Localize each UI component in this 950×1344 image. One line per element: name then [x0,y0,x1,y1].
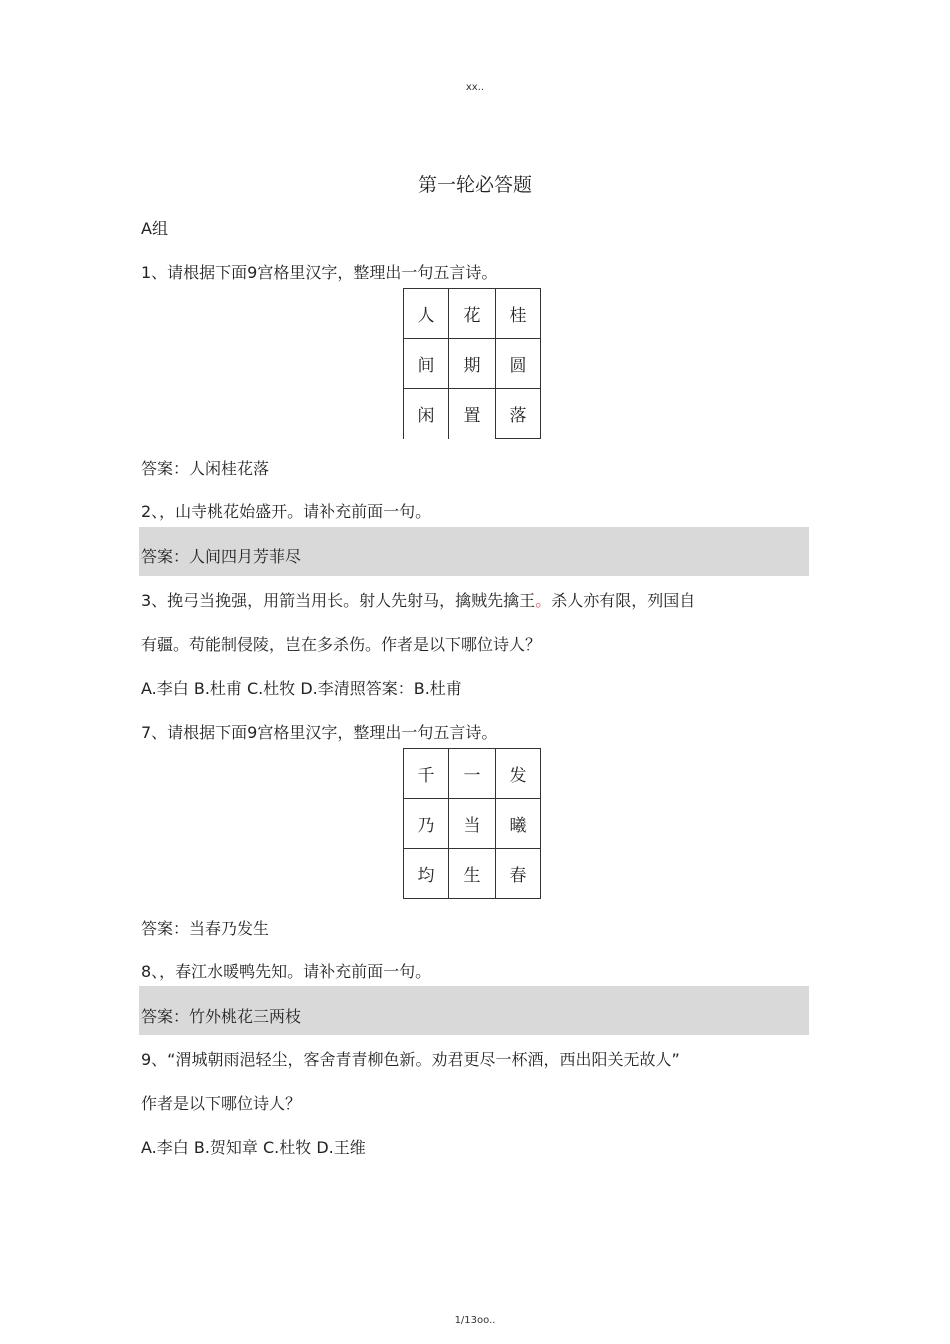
question-7: 7、请根据下面9宫格里汉字，整理出一句五言诗。 [141,723,498,742]
answer-2: 答案：人间四月芳菲尽 [141,547,302,566]
grid2-cell: 当 [449,799,496,849]
grid1-cell: 花 [449,289,496,339]
question-3-options-answer: A.李白 B.杜甫 C.杜牧 D.李清照答案：B.杜甫 [141,679,462,698]
grid1-cell: 桂 [496,289,541,339]
grid1-cell: 落 [496,389,541,439]
group-label: A组 [141,219,168,238]
grid1-cell: 置 [449,389,496,439]
question-3-text-b: 杀人亦有限，列国自 [551,591,696,610]
nine-grid-1 [403,288,541,439]
question-1: 1、请根据下面9宫格里汉字，整理出一句五言诗。 [141,263,498,282]
page-header: xx.. [465,82,485,93]
question-3-line-2: 有疆。苟能制侵陵，岂在多杀伤。作者是以下哪位诗人？ [141,635,542,654]
grid1-cell: 圆 [496,339,541,389]
question-9-line-2: 作者是以下哪位诗人？ [141,1094,302,1113]
grid2-cell: 生 [449,849,496,899]
grid2-cell: 发 [496,749,541,799]
question-8: 8、，春江水暖鸭先知。请补充前面一句。 [141,962,432,981]
question-3-red-mark: 。 [535,591,552,610]
grid1-cell: 闲 [404,389,449,439]
answer-8: 答案：竹外桃花三两枝 [141,1007,302,1026]
grid2-cell: 春 [496,849,541,899]
page-title: 第一轮必答题 [417,174,532,196]
grid2-cell: 乃 [404,799,449,849]
grid2-cell: 千 [404,749,449,799]
question-3-line-1 [141,591,695,611]
question-9-line-1: 9、“渭城朝雨浥轻尘，客舍青青柳色新。劝君更尽一杯酒，西出阳关无故人” [141,1050,680,1069]
question-2: 2、，山寺桃花始盛开。请补充前面一句。 [141,502,432,521]
grid1-cell: 人 [404,289,449,339]
answer-7: 答案：当春乃发生 [141,919,270,938]
answer-1: 答案：人闲桂花落 [141,459,270,478]
grid2-cell: 均 [404,849,449,899]
nine-grid-2 [403,748,541,899]
grid2-cell: 一 [449,749,496,799]
grid2-cell: 曦 [496,799,541,849]
question-9-options: A.李白 B.贺知章 C.杜牧 D.王维 [141,1138,366,1157]
grid1-cell: 间 [404,339,449,389]
page-footer: 1/13oo.. [454,1315,496,1326]
grid1-cell: 期 [449,339,496,389]
question-3-text-a: 3、挽弓当挽强，用箭当用长。射人先射马，擒贼先擒王 [141,591,536,610]
